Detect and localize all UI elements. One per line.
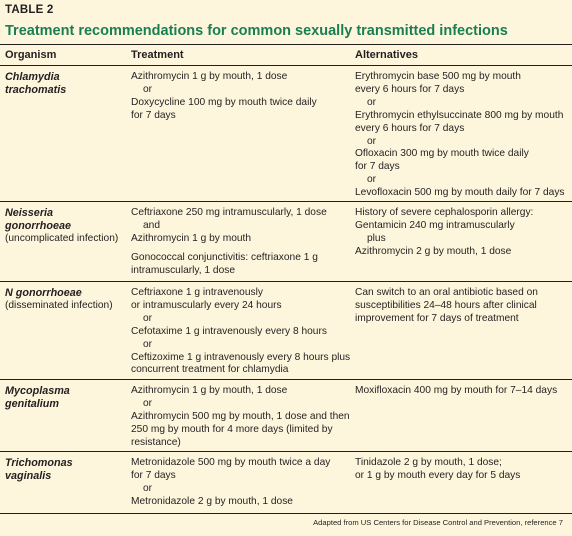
organism-cell — [5, 71, 123, 97]
treatment-line: Cefotaxime 1 g intravenously every 8 hours — [131, 325, 327, 337]
organism-cell — [5, 385, 123, 411]
alternative-line: Gentamicin 240 mg intramuscularly — [355, 219, 515, 231]
alternative-line: every 6 hours for 7 days — [355, 122, 465, 134]
alternatives-cell — [355, 207, 567, 259]
organism-name: Neisseria — [5, 207, 54, 219]
header-organism: Organism — [5, 49, 57, 61]
header-treatment: Treatment — [131, 49, 184, 61]
organism-name: trachomatis — [5, 83, 67, 96]
organism-note: (uncomplicated infection) — [5, 232, 119, 244]
alternative-line: History of severe cephalosporin allergy: — [355, 207, 534, 218]
alternatives-cell — [355, 385, 567, 398]
source-note: Adapted from US Centers for Disease Control and Prevention, reference 7 — [313, 518, 563, 527]
treatment-cell — [131, 385, 350, 450]
organism-name: genitalium — [5, 397, 59, 410]
alternative-line: improvement for 7 days of treatment — [355, 312, 519, 324]
alternative-connector: or — [367, 135, 377, 147]
treatment-line: Ceftizoxime 1 g intravenously every 8 hours plus — [131, 351, 351, 363]
alternative-line: or 1 g by mouth every day for 5 days — [355, 469, 521, 481]
alternative-line: Ofloxacin 300 mg by mouth twice daily — [355, 148, 529, 160]
treatment-cell — [131, 207, 347, 278]
alternative-line: Erythromycin ethylsuccinate 800 mg by mouth — [355, 109, 564, 121]
treatment-cell — [131, 287, 351, 377]
treatment-connector: and — [143, 219, 160, 231]
organism-cell — [5, 457, 123, 483]
treatment-line: Doxycycline 100 mg by mouth twice daily — [131, 96, 317, 108]
treatment-cell — [131, 457, 347, 509]
table-header-row — [0, 44, 572, 66]
organism-cell — [5, 207, 123, 246]
alternative-line: Tinidazole 2 g by mouth, 1 dose; — [355, 457, 502, 468]
organism-name: vaginalis — [5, 469, 52, 482]
organism-name: Chlamydia — [5, 71, 60, 83]
treatment-line: Gonococcal conjunctivitis: ceftriaxone 1 g — [131, 251, 318, 263]
organism-name: N gonorrhoeae — [5, 287, 82, 299]
organism-name: gonorrhoeae — [5, 219, 71, 232]
table-row-chlamydia — [0, 66, 572, 202]
treatment-cell — [131, 71, 347, 123]
alternative-connector: or — [367, 96, 377, 108]
alternative-line: susceptibilities 24–48 hours after clinical — [355, 299, 537, 311]
organism-name: Mycoplasma — [5, 385, 70, 397]
treatment-line: Ceftriaxone 1 g intravenously — [131, 287, 263, 298]
alternative-line: Erythromycin base 500 mg by mouth — [355, 71, 521, 82]
alternatives-cell — [355, 457, 567, 483]
table-title: Treatment recommendations for common sexually transmitted infections — [5, 23, 508, 39]
alternative-line: Can switch to an oral antibiotic based on — [355, 287, 538, 298]
alternative-line: Levofloxacin 500 mg by mouth daily for 7 days — [355, 187, 565, 199]
header-alternatives: Alternatives — [355, 49, 418, 61]
treatment-line: Metronidazole 2 g by mouth, 1 dose — [131, 495, 293, 507]
treatment-line: concurrent treatment for chlamydia — [131, 364, 289, 376]
alternative-line: every 6 hours for 7 days — [355, 83, 465, 95]
treatment-line: Ceftriaxone 250 mg intramuscularly, 1 dose — [131, 207, 327, 218]
alternatives-cell — [355, 71, 567, 200]
organism-name: Trichomonas — [5, 457, 73, 469]
table-label: TABLE 2 — [5, 4, 54, 16]
treatment-connector: or — [143, 338, 153, 350]
treatment-line: for 7 days — [131, 109, 176, 121]
treatment-connector: or — [143, 397, 153, 409]
treatment-line: Azithromycin 1 g by mouth, 1 dose — [131, 71, 288, 82]
treatment-line: or intramuscularly every 24 hours — [131, 299, 282, 311]
alternatives-cell — [355, 287, 567, 326]
organism-note: (disseminated infection) — [5, 299, 113, 311]
table-row-n-gonorrhoeae-disseminated — [0, 282, 572, 380]
organism-cell — [5, 287, 123, 313]
alternative-connector: plus — [367, 232, 386, 244]
treatment-line: resistance) — [131, 436, 181, 448]
treatment-line: Metronidazole 500 mg by mouth twice a day — [131, 457, 331, 468]
treatment-connector: or — [143, 312, 153, 324]
table-row-mycoplasma-genitalium — [0, 380, 572, 452]
treatment-line: intramuscularly, 1 dose — [131, 264, 235, 276]
treatment-line: Azithromycin 1 g by mouth, 1 dose — [131, 385, 288, 396]
treatment-line: for 7 days — [131, 469, 176, 481]
alternative-line: for 7 days — [355, 161, 400, 173]
treatment-line: Azithromycin 500 mg by mouth, 1 dose and then — [131, 410, 350, 422]
table-row-trichomonas-vaginalis — [0, 452, 572, 514]
alternative-connector: or — [367, 174, 377, 186]
table-row-neisseria-gonorrhoeae — [0, 202, 572, 282]
treatment-connector: or — [143, 482, 153, 494]
alternative-line: Moxifloxacin 400 mg by mouth for 7–14 days — [355, 385, 558, 396]
alternative-line: Azithromycin 2 g by mouth, 1 dose — [355, 245, 512, 257]
treatment-connector: or — [143, 83, 153, 95]
treatment-line: 250 mg by mouth for 4 more days (limited by — [131, 423, 333, 435]
treatment-line: Azithromycin 1 g by mouth — [131, 232, 252, 244]
